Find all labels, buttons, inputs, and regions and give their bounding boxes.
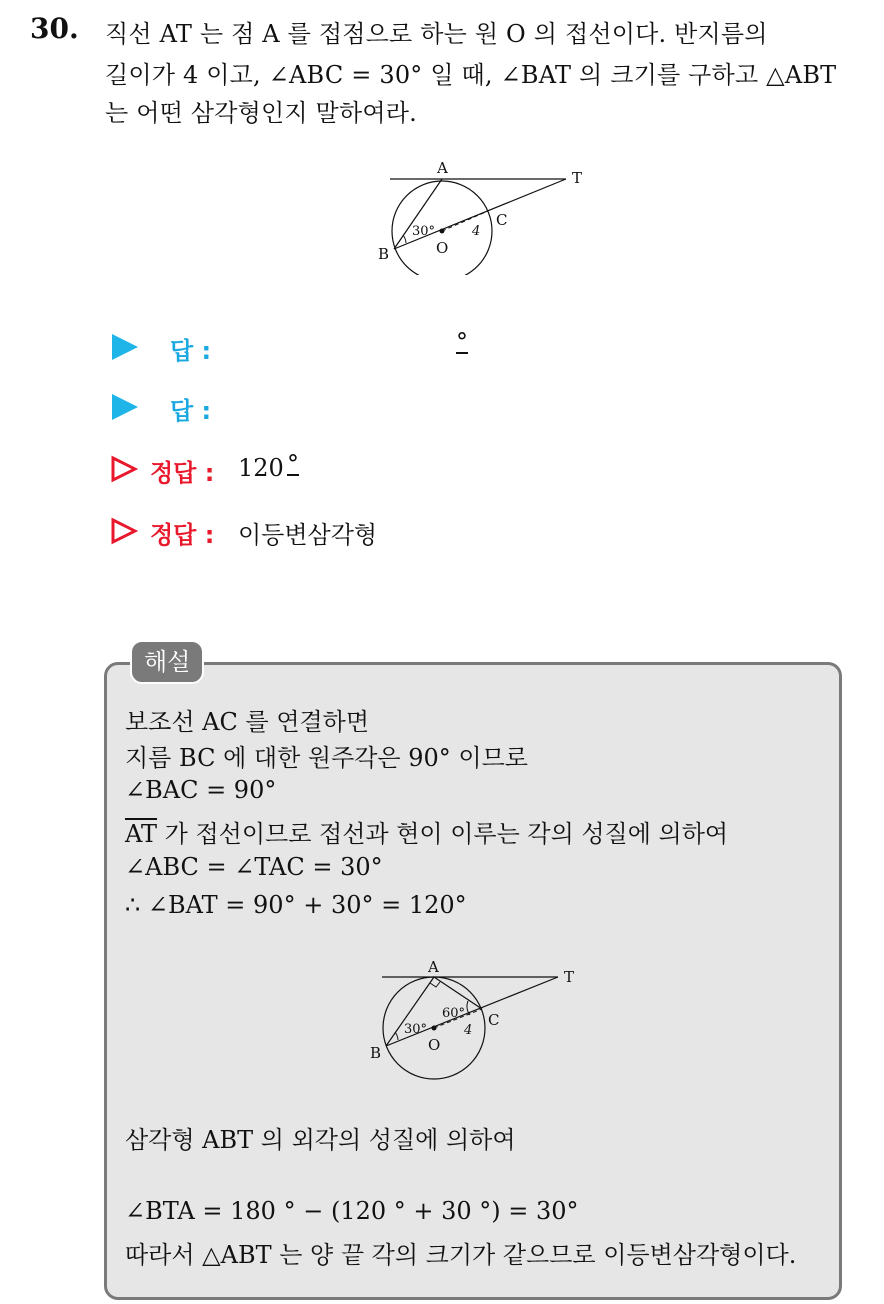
correct-answer-triangle-icon [110, 517, 138, 545]
label-radius-4: 4 [464, 1023, 473, 1038]
answer-label: 답 : [170, 397, 212, 425]
label-t: T [564, 968, 575, 986]
label-b: B [370, 1044, 382, 1062]
label-radius-4: 4 [472, 224, 481, 239]
radius-oc [442, 211, 488, 231]
correct-answer-value: 120 [238, 454, 284, 482]
label-b: B [378, 245, 390, 263]
label-o: O [436, 239, 449, 257]
correct-answer-unit: ° [287, 450, 299, 478]
correct-answer-label: 정답 : [150, 459, 215, 487]
geometry-figure-explanation [360, 955, 590, 1085]
geometry-figure-question [370, 155, 600, 275]
explanation-line-4 [125, 814, 728, 849]
right-angle-mark [430, 982, 440, 987]
question-line-1: 직선 AT 는 점 A 를 접점으로 하는 원 O 의 접선이다. 반지름의 [105, 20, 768, 48]
correct-answer-label: 정답 : [150, 521, 215, 549]
answer-triangle-icon [112, 394, 138, 420]
label-c: C [488, 1011, 500, 1029]
explanation-tag: 해설 [130, 640, 204, 684]
answer-triangle-icon [112, 334, 138, 360]
label-o: O [428, 1036, 441, 1054]
label-t: T [572, 169, 583, 187]
explanation-line-6: ∴ ∠BAT = 90° + 30° = 120° [125, 891, 467, 919]
question-line-2: 길이가 4 이고, ∠ABC = 30° 일 때, ∠BAT 의 크기를 구하고 △ABT [105, 61, 837, 89]
explanation-line-3: ∠BAC = 90° [125, 776, 277, 804]
explanation-line-1: 보조선 AC 를 연결하면 [125, 708, 370, 736]
explanation-line-8: ∠BTA = 180 ° − (120 ° + 30 °) = 30° [125, 1197, 579, 1225]
question-number: 30. [30, 12, 79, 45]
chord-ac [434, 977, 482, 1009]
center-point-o [432, 1026, 437, 1031]
question-line-3: 는 어떤 삼각형인지 말하여라. [105, 99, 417, 127]
label-a: A [428, 958, 439, 976]
label-a: A [437, 159, 448, 177]
center-point-o [440, 229, 445, 234]
answer-label: 답 : [170, 337, 212, 365]
segment-at: $\overline{AT}$ [125, 820, 158, 848]
answer-unit: ° [456, 328, 468, 356]
explanation-line-2: 지름 BC 에 대한 원주각은 90° 이므로 [125, 744, 528, 772]
explanation-line-5: ∠ABC = ∠TAC = 30° [125, 853, 383, 881]
label-angle-30: 30° [404, 1022, 428, 1037]
label-c: C [496, 211, 508, 229]
explanation-line-4-text: 가 접선이므로 접선과 현이 이루는 각의 성질에 의하여 [157, 820, 729, 848]
correct-answer-triangle-icon [110, 455, 138, 483]
angle-arc-b [403, 235, 406, 243]
explanation-line-7: 삼각형 ABT 의 외각의 성질에 의하여 [125, 1126, 516, 1154]
angle-arc-b [395, 1032, 398, 1040]
correct-answer-value: 이등변삼각형 [238, 521, 378, 549]
label-angle-30: 30° [412, 224, 436, 239]
label-angle-60: 60° [442, 1006, 466, 1021]
explanation-line-9: 따라서 △ABT 는 양 끝 각의 크기가 같으므로 이등변삼각형이다. [125, 1241, 797, 1269]
